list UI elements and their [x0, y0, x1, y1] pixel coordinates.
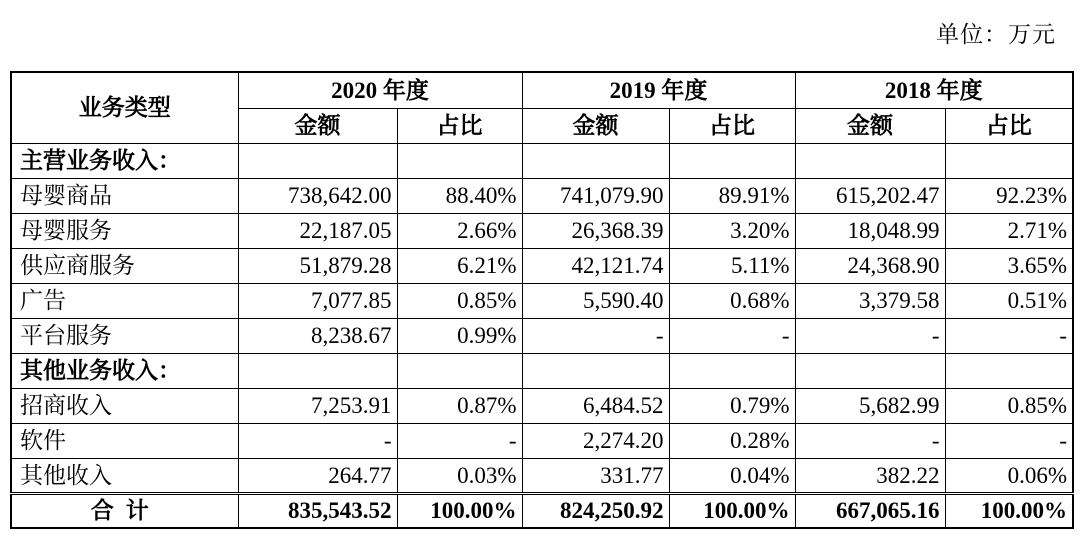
- total-value: 100.00%: [669, 493, 795, 528]
- row-label: 软件: [11, 423, 238, 458]
- header-amount: 金额: [238, 108, 397, 143]
- amount-cell: 2,274.20: [522, 423, 669, 458]
- amount-cell: 264.77: [238, 458, 397, 493]
- main-rows: [11, 178, 1073, 353]
- ratio-cell: 0.85%: [397, 283, 522, 318]
- header-ratio: 占比: [397, 108, 522, 143]
- row-label: 其他收入: [11, 458, 238, 493]
- amount-cell: 8,238.67: [238, 318, 397, 353]
- amount-cell: 5,682.99: [795, 388, 945, 423]
- ratio-cell: 0.85%: [945, 388, 1073, 423]
- ratio-cell: 0.68%: [669, 283, 795, 318]
- ratio-cell: 2.66%: [397, 213, 522, 248]
- ratio-cell: 2.71%: [945, 213, 1073, 248]
- amount-cell: 738,642.00: [238, 178, 397, 213]
- section-label-main: 主营业务收入：: [11, 143, 238, 178]
- row-label: 母婴服务: [11, 213, 238, 248]
- ratio-cell: 0.79%: [669, 388, 795, 423]
- row-label: 供应商服务: [11, 248, 238, 283]
- table-row: [11, 213, 1073, 248]
- table-row: [11, 248, 1073, 283]
- ratio-cell: 88.40%: [397, 178, 522, 213]
- table-row: [11, 283, 1073, 318]
- total-value: 667,065.16: [795, 493, 945, 528]
- ratio-cell: -: [669, 318, 795, 353]
- amount-cell: 51,879.28: [238, 248, 397, 283]
- ratio-cell: 0.51%: [945, 283, 1073, 318]
- amount-cell: 6,484.52: [522, 388, 669, 423]
- row-label: 平台服务: [11, 318, 238, 353]
- amount-cell: 3,379.58: [795, 283, 945, 318]
- ratio-cell: -: [945, 423, 1073, 458]
- header-category: 业务类型: [11, 72, 238, 143]
- ratio-cell: 0.87%: [397, 388, 522, 423]
- unit-label: 单位：万元: [936, 22, 1056, 47]
- ratio-cell: 5.11%: [669, 248, 795, 283]
- ratio-cell: 92.23%: [945, 178, 1073, 213]
- amount-cell: 24,368.90: [795, 248, 945, 283]
- amount-cell: 741,079.90: [522, 178, 669, 213]
- ratio-cell: 89.91%: [669, 178, 795, 213]
- total-label: 合计: [11, 493, 238, 528]
- amount-cell: -: [238, 423, 397, 458]
- amount-cell: 5,590.40: [522, 283, 669, 318]
- header-year-2019: 2019 年度: [522, 72, 795, 108]
- ratio-cell: -: [397, 423, 522, 458]
- amount-cell: -: [522, 318, 669, 353]
- amount-cell: 7,077.85: [238, 283, 397, 318]
- ratio-cell: 0.04%: [669, 458, 795, 493]
- section-row-other: [11, 353, 1073, 388]
- total-value: 100.00%: [397, 493, 522, 528]
- header-ratio: 占比: [669, 108, 795, 143]
- table-row: [11, 318, 1073, 353]
- row-label: 母婴商品: [11, 178, 238, 213]
- row-label: 广告: [11, 283, 238, 318]
- ratio-cell: -: [945, 318, 1073, 353]
- amount-cell: 615,202.47: [795, 178, 945, 213]
- amount-cell: 26,368.39: [522, 213, 669, 248]
- other-rows: [11, 388, 1073, 493]
- table-row: [11, 178, 1073, 213]
- header-amount: 金额: [795, 108, 945, 143]
- total-value: 835,543.52: [238, 493, 397, 528]
- amount-cell: -: [795, 423, 945, 458]
- header-year-2020: 2020 年度: [238, 72, 522, 108]
- amount-cell: -: [795, 318, 945, 353]
- ratio-cell: 6.21%: [397, 248, 522, 283]
- ratio-cell: 3.65%: [945, 248, 1073, 283]
- amount-cell: 331.77: [522, 458, 669, 493]
- total-row: [11, 493, 1073, 528]
- amount-cell: 7,253.91: [238, 388, 397, 423]
- amount-cell: 42,121.74: [522, 248, 669, 283]
- table-row: [11, 458, 1073, 493]
- ratio-cell: 0.03%: [397, 458, 522, 493]
- header-year-2018: 2018 年度: [795, 72, 1073, 108]
- ratio-cell: 0.99%: [397, 318, 522, 353]
- table-row: [11, 423, 1073, 458]
- ratio-cell: 0.06%: [945, 458, 1073, 493]
- amount-cell: 18,048.99: [795, 213, 945, 248]
- total-value: 824,250.92: [522, 493, 669, 528]
- total-value: 100.00%: [945, 493, 1073, 528]
- header-row-years: [11, 72, 1073, 108]
- table-row: [11, 388, 1073, 423]
- header-ratio: 占比: [945, 108, 1073, 143]
- revenue-table: [10, 71, 1074, 529]
- section-label-other: 其他业务收入：: [11, 353, 238, 388]
- amount-cell: 382.22: [795, 458, 945, 493]
- section-row-main: [11, 143, 1073, 178]
- row-label: 招商收入: [11, 388, 238, 423]
- header-amount: 金额: [522, 108, 669, 143]
- ratio-cell: 0.28%: [669, 423, 795, 458]
- amount-cell: 22,187.05: [238, 213, 397, 248]
- ratio-cell: 3.20%: [669, 213, 795, 248]
